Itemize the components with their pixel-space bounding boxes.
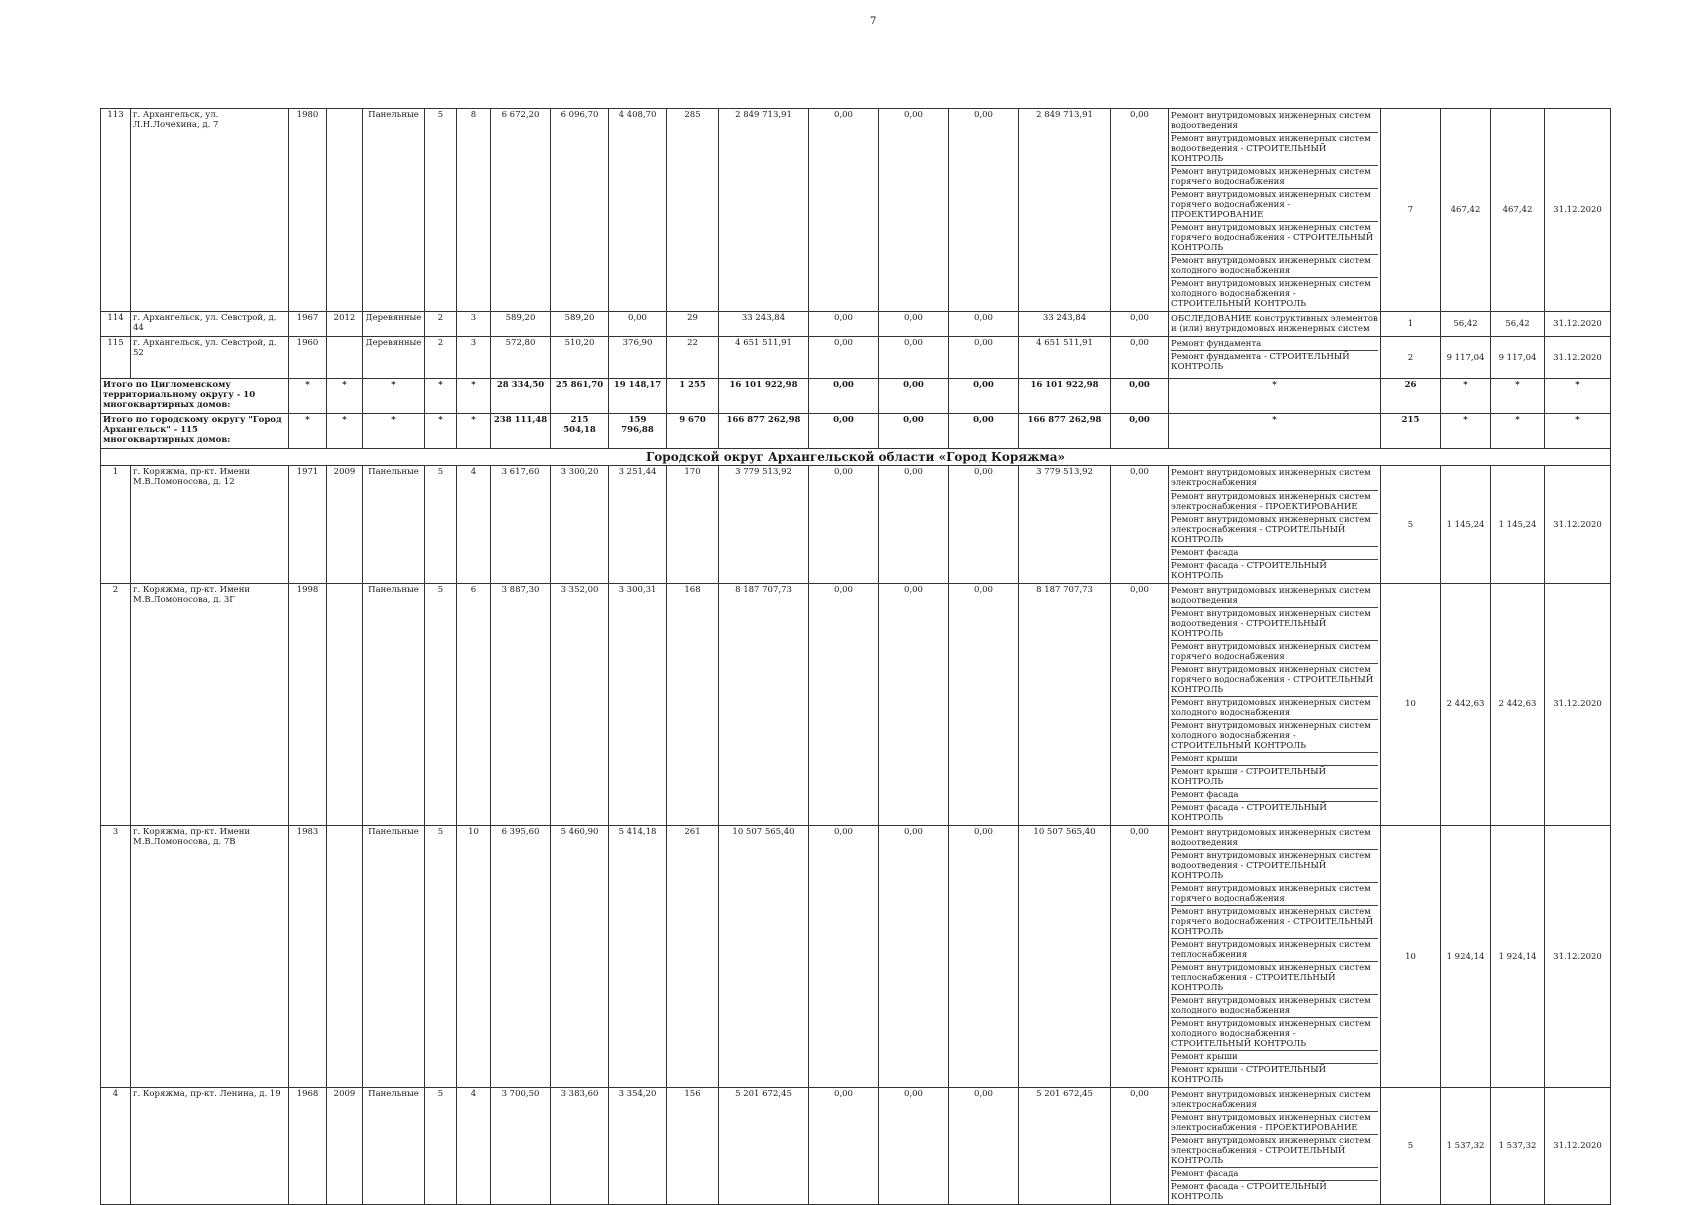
work-item: Ремонт внутридомовых инженерных систем водоотведения - СТРОИТЕЛЬНЫЙ КОНТРОЛЬ [1171,608,1378,641]
cell-v1: 1 145,24 [1441,466,1491,583]
cell-p: 168 [667,583,719,825]
total-c2: 0,00 [809,379,879,414]
total-s3: 19 148,17 [609,379,667,414]
table-row [101,109,1611,312]
total-mat: * [363,379,425,414]
row-number: 114 [101,312,131,337]
cell-c3: 0,00 [879,337,949,379]
total-label: Итого по городскому округу "Город Архангельск" - 115 многоквартирных домов: [101,414,289,449]
total-v1: * [1441,414,1491,449]
total-y1: * [289,414,327,449]
cell-y2: 2012 [327,312,363,337]
work-item: Ремонт внутридомовых инженерных систем теплоснабжения [1171,939,1378,962]
cell-c5: 2 849 713,91 [1019,109,1111,312]
cell-p: 170 [667,466,719,583]
cell-mat: Панельные [363,1088,425,1205]
works-cell [1169,466,1381,583]
cell-v1: 1 537,32 [1441,1088,1491,1205]
cell-c2: 0,00 [809,466,879,583]
cell-fl: 2 [425,312,457,337]
cell-c3: 0,00 [879,825,949,1087]
total-y2: * [327,379,363,414]
total-c6: 0,00 [1111,414,1169,449]
cell-c1: 5 201 672,45 [719,1088,809,1205]
total-en: * [457,379,491,414]
cell-en: 3 [457,337,491,379]
cell-c6: 0,00 [1111,312,1169,337]
cell-v2: 9 117,04 [1491,337,1545,379]
work-item: Ремонт фасада - СТРОИТЕЛЬНЫЙ КОНТРОЛЬ [1171,802,1327,823]
total-p: 1 255 [667,379,719,414]
cell-c4: 0,00 [949,825,1019,1087]
work-item: Ремонт внутридомовых инженерных систем холодного водоснабжения [1171,995,1378,1018]
work-item: Ремонт фасада [1171,547,1378,560]
cell-p: 22 [667,337,719,379]
row-number: 3 [101,825,131,1087]
cell-c2: 0,00 [809,312,879,337]
cell-d: 31.12.2020 [1545,1088,1611,1205]
cell-s1: 572,80 [491,337,551,379]
cell-c6: 0,00 [1111,109,1169,312]
cell-v1: 56,42 [1441,312,1491,337]
cell-c2: 0,00 [809,109,879,312]
cell-c3: 0,00 [879,1088,949,1205]
total-s2: 25 861,70 [551,379,609,414]
total-row [101,379,1611,414]
cell-en: 3 [457,312,491,337]
cell-fl: 2 [425,337,457,379]
cell-mat: Панельные [363,825,425,1087]
cell-k: 5 [1381,1088,1441,1205]
total-s3: 159 796,88 [609,414,667,449]
cell-v2: 1 924,14 [1491,825,1545,1087]
cell-k: 5 [1381,466,1441,583]
cell-c3: 0,00 [879,583,949,825]
cell-d: 31.12.2020 [1545,109,1611,312]
cell-c1: 10 507 565,40 [719,825,809,1087]
total-fl: * [425,379,457,414]
cell-k: 7 [1381,109,1441,312]
cell-c6: 0,00 [1111,1088,1169,1205]
cell-en: 6 [457,583,491,825]
cell-s1: 6 672,20 [491,109,551,312]
cell-en: 4 [457,1088,491,1205]
cell-c3: 0,00 [879,109,949,312]
cell-c6: 0,00 [1111,825,1169,1087]
work-item: Ремонт внутридомовых инженерных систем водоотведения - СТРОИТЕЛЬНЫЙ КОНТРОЛЬ [1171,133,1378,166]
cell-c4: 0,00 [949,337,1019,379]
capital-repair-table [100,108,1611,1205]
work-item: Ремонт внутридомовых инженерных систем электроснабжения - СТРОИТЕЛЬНЫЙ КОНТРОЛЬ [1171,1135,1378,1168]
page-number: 7 [870,16,877,27]
work-item: Ремонт внутридомовых инженерных систем холодного водоснабжения [1171,255,1378,278]
row-number: 115 [101,337,131,379]
cell-v2: 2 442,63 [1491,583,1545,825]
row-number: 113 [101,109,131,312]
total-v2: * [1491,414,1545,449]
work-item: Ремонт внутридомовых инженерных систем горячего водоснабжения [1171,883,1378,906]
cell-c2: 0,00 [809,583,879,825]
table-row [101,337,1611,379]
work-item: Ремонт внутридомовых инженерных систем электроснабжения - СТРОИТЕЛЬНЫЙ КОНТРОЛЬ [1171,514,1378,547]
work-item: Ремонт внутридомовых инженерных систем горячего водоснабжения - СТРОИТЕЛЬНЫЙ КОНТРОЛЬ [1171,906,1378,939]
cell-y1: 1960 [289,337,327,379]
cell-c3: 0,00 [879,466,949,583]
cell-c5: 10 507 565,40 [1019,825,1111,1087]
work-item: Ремонт фасада [1171,1168,1378,1181]
cell-fl: 5 [425,583,457,825]
total-c3: 0,00 [879,379,949,414]
cell-v1: 1 924,14 [1441,825,1491,1087]
work-item: Ремонт внутридомовых инженерных систем водоотведения [1171,110,1378,133]
cell-s3: 0,00 [609,312,667,337]
cell-k: 10 [1381,583,1441,825]
total-k: 215 [1381,414,1441,449]
total-s1: 238 111,48 [491,414,551,449]
cell-mat: Панельные [363,583,425,825]
section-row [101,449,1611,466]
cell-s3: 3 300,31 [609,583,667,825]
cell-s1: 3 617,60 [491,466,551,583]
address-cell: г. Архангельск, ул. Севстрой, д. 52 [131,337,289,379]
cell-en: 4 [457,466,491,583]
total-c4: 0,00 [949,414,1019,449]
cell-k: 2 [1381,337,1441,379]
work-item: Ремонт внутридомовых инженерных систем электроснабжения [1171,1089,1378,1112]
work-item: Ремонт фасада [1171,789,1378,802]
work-item: Ремонт внутридомовых инженерных систем горячего водоснабжения - СТРОИТЕЛЬНЫЙ КОНТРОЛЬ [1171,222,1378,255]
cell-c5: 33 243,84 [1019,312,1111,337]
work-item: Ремонт внутридомовых инженерных систем электроснабжения - ПРОЕКТИРОВАНИЕ [1171,491,1378,514]
total-s2: 215 504,18 [551,414,609,449]
total-w: * [1169,414,1381,449]
work-item: Ремонт фундамента - СТРОИТЕЛЬНЫЙ КОНТРОЛЬ [1171,352,1350,373]
total-c1: 166 877 262,98 [719,414,809,449]
cell-s2: 3 300,20 [551,466,609,583]
total-v2: * [1491,379,1545,414]
works-cell [1169,312,1381,337]
work-item: Ремонт внутридомовых инженерных систем горячего водоснабжения [1171,166,1378,189]
cell-fl: 5 [425,109,457,312]
cell-c1: 2 849 713,91 [719,109,809,312]
total-y1: * [289,379,327,414]
total-c5: 16 101 922,98 [1019,379,1111,414]
cell-d: 31.12.2020 [1545,825,1611,1087]
work-item: Ремонт внутридомовых инженерных систем холодного водоснабжения - СТРОИТЕЛЬНЫЙ КОНТРОЛЬ [1171,720,1378,753]
cell-y2: 2009 [327,1088,363,1205]
cell-s3: 3 251,44 [609,466,667,583]
table-row [101,825,1611,1087]
cell-v2: 1 145,24 [1491,466,1545,583]
works-cell [1169,337,1381,379]
works-cell [1169,1088,1381,1205]
cell-c2: 0,00 [809,1088,879,1205]
work-item: Ремонт крыши - СТРОИТЕЛЬНЫЙ КОНТРОЛЬ [1171,766,1378,789]
cell-c1: 33 243,84 [719,312,809,337]
cell-mat: Панельные [363,109,425,312]
total-c2: 0,00 [809,414,879,449]
table-row [101,466,1611,583]
cell-y1: 1971 [289,466,327,583]
cell-v1: 467,42 [1441,109,1491,312]
work-item: Ремонт внутридомовых инженерных систем горячего водоснабжения - ПРОЕКТИРОВАНИЕ [1171,189,1378,222]
cell-d: 31.12.2020 [1545,466,1611,583]
cell-v2: 467,42 [1491,109,1545,312]
cell-v1: 9 117,04 [1441,337,1491,379]
cell-c4: 0,00 [949,109,1019,312]
work-item: Ремонт крыши [1171,1051,1378,1064]
cell-y2 [327,825,363,1087]
cell-y1: 1968 [289,1088,327,1205]
cell-y1: 1998 [289,583,327,825]
address-cell: г. Коряжма, пр-кт. Имени М.В.Ломоносова, д. 3Г [131,583,289,825]
total-label: Итого по Цигломенскому территориальному округу - 10 многоквартирных домов: [101,379,289,414]
cell-s3: 3 354,20 [609,1088,667,1205]
cell-s3: 4 408,70 [609,109,667,312]
address-cell: г. Коряжма, пр-кт. Ленина, д. 19 [131,1088,289,1205]
cell-y2 [327,583,363,825]
work-item: Ремонт внутридомовых инженерных систем электроснабжения - ПРОЕКТИРОВАНИЕ [1171,1112,1378,1135]
cell-fl: 5 [425,1088,457,1205]
table-row [101,583,1611,825]
section-title: Городской округ Архангельской области «Город Коряжма» [101,449,1611,466]
total-d: * [1545,379,1611,414]
cell-c1: 3 779 513,92 [719,466,809,583]
work-item: Ремонт внутридомовых инженерных систем электроснабжения [1171,467,1378,490]
total-mat: * [363,414,425,449]
cell-c4: 0,00 [949,466,1019,583]
table-row [101,312,1611,337]
cell-y1: 1967 [289,312,327,337]
work-item: Ремонт внутридомовых инженерных систем горячего водоснабжения [1171,641,1378,664]
cell-s1: 6 395,60 [491,825,551,1087]
cell-d: 31.12.2020 [1545,337,1611,379]
cell-s2: 6 096,70 [551,109,609,312]
cell-s2: 589,20 [551,312,609,337]
address-cell: г. Коряжма, пр-кт. Имени М.В.Ломоносова, д. 12 [131,466,289,583]
cell-v1: 2 442,63 [1441,583,1491,825]
work-item: Ремонт внутридомовых инженерных систем водоотведения - СТРОИТЕЛЬНЫЙ КОНТРОЛЬ [1171,850,1378,883]
cell-s1: 3 887,30 [491,583,551,825]
work-item: Ремонт внутридомовых инженерных систем водоотведения [1171,585,1378,608]
cell-c2: 0,00 [809,337,879,379]
cell-y1: 1983 [289,825,327,1087]
work-item: Ремонт внутридомовых инженерных систем холодного водоснабжения [1171,697,1378,720]
cell-y2: 2009 [327,466,363,583]
total-y2: * [327,414,363,449]
cell-en: 8 [457,109,491,312]
cell-mat: Деревянные [363,312,425,337]
work-item: Ремонт крыши [1171,753,1378,766]
works-cell [1169,109,1381,312]
cell-d: 31.12.2020 [1545,312,1611,337]
cell-mat: Панельные [363,466,425,583]
work-item: Ремонт внутридомовых инженерных систем холодного водоснабжения - СТРОИТЕЛЬНЫЙ КОНТРОЛЬ [1171,279,1371,310]
total-en: * [457,414,491,449]
cell-s3: 376,90 [609,337,667,379]
cell-fl: 5 [425,466,457,583]
cell-y2 [327,337,363,379]
cell-c3: 0,00 [879,312,949,337]
total-w: * [1169,379,1381,414]
work-item: Ремонт крыши - СТРОИТЕЛЬНЫЙ КОНТРОЛЬ [1171,1065,1327,1086]
work-item: Ремонт фундамента [1171,338,1378,351]
cell-v2: 56,42 [1491,312,1545,337]
cell-s2: 5 460,90 [551,825,609,1087]
work-item: Ремонт фасада - СТРОИТЕЛЬНЫЙ КОНТРОЛЬ [1171,560,1327,581]
cell-s2: 510,20 [551,337,609,379]
total-d: * [1545,414,1611,449]
total-v1: * [1441,379,1491,414]
total-c1: 16 101 922,98 [719,379,809,414]
cell-c4: 0,00 [949,583,1019,825]
cell-s1: 589,20 [491,312,551,337]
cell-k: 1 [1381,312,1441,337]
cell-p: 156 [667,1088,719,1205]
cell-s2: 3 352,00 [551,583,609,825]
cell-c6: 0,00 [1111,466,1169,583]
cell-c2: 0,00 [809,825,879,1087]
cell-c5: 8 187 707,73 [1019,583,1111,825]
address-cell: г. Архангельск, ул. Л.Н.Лочехина, д. 7 [131,109,289,312]
cell-c5: 4 651 511,91 [1019,337,1111,379]
table-row [101,1088,1611,1205]
total-c6: 0,00 [1111,379,1169,414]
cell-mat: Деревянные [363,337,425,379]
cell-p: 261 [667,825,719,1087]
cell-c6: 0,00 [1111,337,1169,379]
works-cell [1169,825,1381,1087]
total-c3: 0,00 [879,414,949,449]
address-cell: г. Архангельск, ул. Севстрой, д. 44 [131,312,289,337]
total-c4: 0,00 [949,379,1019,414]
cell-en: 10 [457,825,491,1087]
cell-s3: 5 414,18 [609,825,667,1087]
cell-fl: 5 [425,825,457,1087]
cell-c1: 4 651 511,91 [719,337,809,379]
cell-s2: 3 383,60 [551,1088,609,1205]
cell-c5: 5 201 672,45 [1019,1088,1111,1205]
cell-d: 31.12.2020 [1545,583,1611,825]
total-k: 26 [1381,379,1441,414]
total-fl: * [425,414,457,449]
cell-v2: 1 537,32 [1491,1088,1545,1205]
cell-y2 [327,109,363,312]
work-item: Ремонт внутридомовых инженерных систем теплоснабжения - СТРОИТЕЛЬНЫЙ КОНТРОЛЬ [1171,962,1378,995]
total-p: 9 670 [667,414,719,449]
cell-p: 285 [667,109,719,312]
row-number: 1 [101,466,131,583]
cell-c6: 0,00 [1111,583,1169,825]
total-row [101,414,1611,449]
work-item: Ремонт внутридомовых инженерных систем горячего водоснабжения - СТРОИТЕЛЬНЫЙ КОНТРОЛЬ [1171,664,1378,697]
works-cell [1169,583,1381,825]
cell-c4: 0,00 [949,1088,1019,1205]
work-item: Ремонт фасада - СТРОИТЕЛЬНЫЙ КОНТРОЛЬ [1171,1182,1327,1203]
cell-c5: 3 779 513,92 [1019,466,1111,583]
address-cell: г. Коряжма, пр-кт. Имени М.В.Ломоносова, д. 7В [131,825,289,1087]
cell-c4: 0,00 [949,312,1019,337]
row-number: 4 [101,1088,131,1205]
cell-k: 10 [1381,825,1441,1087]
work-item: ОБСЛЕДОВАНИЕ конструктивных элементов и (или) внутридомовых инженерных систем [1171,314,1378,335]
row-number: 2 [101,583,131,825]
cell-y1: 1980 [289,109,327,312]
work-item: Ремонт внутридомовых инженерных систем водоотведения [1171,827,1378,850]
cell-s1: 3 700,50 [491,1088,551,1205]
total-s1: 28 334,50 [491,379,551,414]
total-c5: 166 877 262,98 [1019,414,1111,449]
cell-p: 29 [667,312,719,337]
work-item: Ремонт внутридомовых инженерных систем холодного водоснабжения - СТРОИТЕЛЬНЫЙ КОНТРОЛЬ [1171,1018,1378,1051]
cell-c1: 8 187 707,73 [719,583,809,825]
